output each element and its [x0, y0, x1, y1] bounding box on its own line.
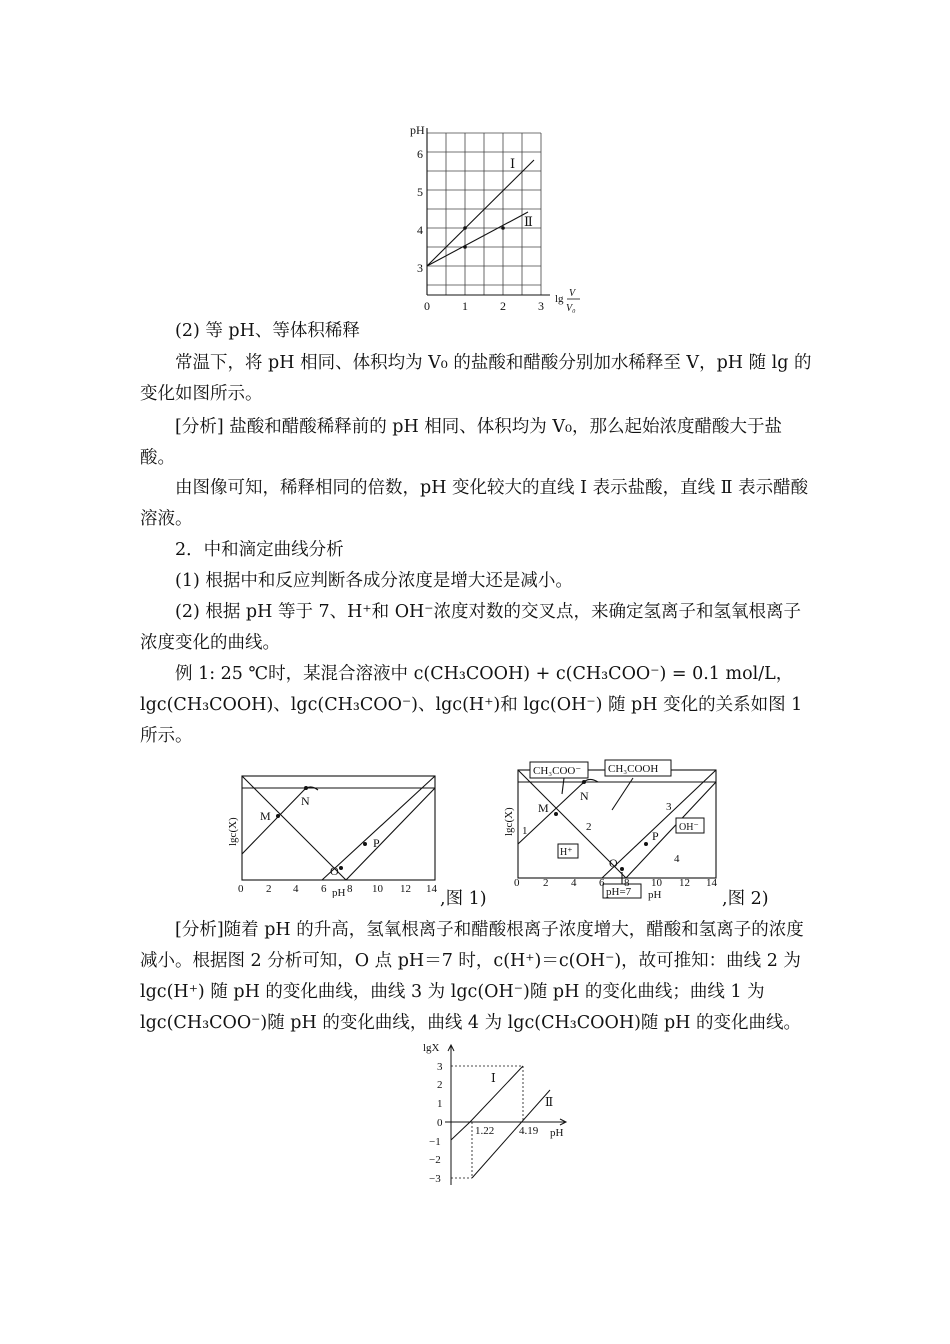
- y-tick: −1: [429, 1136, 441, 1148]
- point-P: P: [652, 829, 659, 843]
- figure-1: [222, 768, 442, 898]
- point-M: M: [538, 801, 549, 815]
- x-tick: 0: [514, 877, 520, 889]
- box-h: H⁺: [560, 847, 573, 858]
- y-tick: 6: [417, 147, 423, 161]
- x-tick: 8: [624, 877, 630, 889]
- line-I: [427, 160, 534, 266]
- point-N: N: [301, 794, 310, 808]
- section-2-title: (2) 等 pH、等体积稀释: [175, 321, 360, 341]
- y-axis-label: lgc(X): [503, 807, 515, 836]
- y-tick: −3: [429, 1173, 441, 1185]
- y-tick: 5: [417, 185, 423, 199]
- x-axis-label: pH: [648, 889, 662, 901]
- box-ph7: pH=7: [606, 886, 632, 898]
- heading-titration: 2．中和滴定曲线分析: [175, 540, 344, 560]
- line-I-label: Ⅰ: [491, 1071, 496, 1085]
- x-tick: 6: [321, 883, 327, 895]
- x-tick: 0: [424, 299, 430, 313]
- x-tick: 14: [426, 883, 437, 895]
- x-axis-label: pH: [332, 887, 346, 898]
- y-tick: 0: [437, 1117, 443, 1129]
- y-axis-label: lgX: [423, 1042, 440, 1054]
- figure-2: [498, 756, 728, 901]
- line-II: [427, 212, 528, 266]
- box-oh: OH⁻: [679, 822, 699, 833]
- curve-label-1: 1: [522, 825, 528, 837]
- section-2-text: 常温下，将 pH 相同、体积均为 V₀ 的盐酸和醋酸分别加水稀释至 V，pH 随 lg 的变化如图所示。: [140, 353, 812, 404]
- y-tick: 1: [437, 1098, 443, 1110]
- x-axis-label-lg: lg: [555, 293, 564, 305]
- line-I: [470, 1066, 523, 1122]
- figure-2-caption: ,图 2): [722, 889, 769, 909]
- x-tick: 6: [599, 877, 605, 889]
- curve-d: [346, 788, 435, 880]
- curve-c: [242, 788, 306, 854]
- x-tick: 12: [679, 877, 690, 889]
- x-tick: 10: [372, 883, 383, 895]
- x-tick: 2: [543, 877, 549, 889]
- x-tick: 2: [266, 883, 272, 895]
- x-tick: 1: [462, 299, 468, 313]
- x-axis-label-den: V₀: [566, 303, 576, 314]
- figure-1-caption: ,图 1): [440, 889, 487, 909]
- y-tick: −2: [429, 1154, 441, 1166]
- point-M: M: [260, 809, 271, 823]
- analysis-1: [分析] 盐酸和醋酸稀释前的 pH 相同、体积均为 V₀，那么起始浓度醋酸大于盐酸。: [140, 417, 783, 468]
- x-tick: 8: [347, 883, 353, 895]
- x-tick: 12: [400, 883, 411, 895]
- x-axis-label: pH: [550, 1127, 564, 1139]
- analysis-3: [分析]随着 pH 的升高，氢氧根离子和醋酸根离子浓度增大，醋酸和氢离子的浓度减小。根据图 2 分析可知，O 点 pH＝7 时，c(H⁺)＝c(OH⁻)，故可推知：曲线 2 为 lgc(H⁺) 随 pH 的变化曲线，曲线 3 为 lgc(OH⁻)随 pH 的变化曲线；曲线 1 为 lgc(CH₃COO⁻)随 pH 的变化曲线，曲线 4 为 lgc(CH₃COOH)随 pH 的变化曲线。: [140, 920, 804, 1033]
- example-1: 例 1: 25 ℃时，某混合溶液中 c(CH₃COOH) + c(CH₃COO⁻) = 0.1 mol/L，lgc(CH₃COOH)、lgc(CH₃COO⁻)、lgc(H⁺)和 lgc(OH⁻) 随 pH 变化的关系如图 1 所示。: [140, 664, 803, 746]
- analysis-2: 由图像可知，稀释相同的倍数，pH 变化较大的直线 Ⅰ 表示盐酸，直线 Ⅱ 表示醋酸溶液。: [140, 478, 809, 529]
- curve-b: [322, 776, 435, 880]
- curve-label-2: 2: [586, 821, 592, 833]
- line-I-label: Ⅰ: [510, 156, 516, 171]
- x-value-2: 4.19: [519, 1125, 539, 1137]
- curve-label-4: 4: [674, 853, 680, 865]
- x-tick: 4: [571, 877, 577, 889]
- x-tick: 14: [706, 877, 717, 889]
- line-II-label: Ⅱ: [524, 214, 533, 229]
- y-tick: 3: [417, 261, 423, 275]
- y-axis-label: lgc(X): [227, 817, 239, 846]
- line-I-lower: [451, 1122, 470, 1140]
- y-axis-label: pH: [410, 123, 425, 137]
- point-P: P: [373, 836, 380, 850]
- lgx-figure: [415, 1040, 585, 1190]
- x-tick: 3: [538, 299, 544, 313]
- titration-item-1: (1) 根据中和反应判断各成分浓度是增大还是减小。: [175, 571, 573, 591]
- box-ch3cooh: CH₃COOH: [608, 763, 659, 775]
- box-ch3coo: CH₃COO⁻: [533, 765, 582, 777]
- x-tick: 2: [500, 299, 506, 313]
- titration-item-2: (2) 根据 pH 等于 7、H⁺和 OH⁻浓度对数的交叉点，来确定氢离子和氢氧根离子浓度变化的曲线。: [140, 602, 802, 653]
- x-tick: 0: [238, 883, 244, 895]
- point-O: O: [330, 864, 339, 878]
- x-tick: 4: [293, 883, 299, 895]
- x-axis-label-num: V: [569, 288, 576, 299]
- x-value-1: 1.22: [475, 1125, 495, 1137]
- point-O: O: [609, 856, 618, 870]
- x-tick: 10: [651, 877, 662, 889]
- curve-label-3: 3: [666, 801, 672, 813]
- y-tick: 3: [437, 1061, 443, 1073]
- y-tick: 4: [417, 223, 423, 237]
- point-N: N: [580, 789, 589, 803]
- line-II-label: Ⅱ: [545, 1095, 554, 1109]
- dilution-figure: [400, 118, 590, 318]
- y-tick: 2: [437, 1079, 443, 1091]
